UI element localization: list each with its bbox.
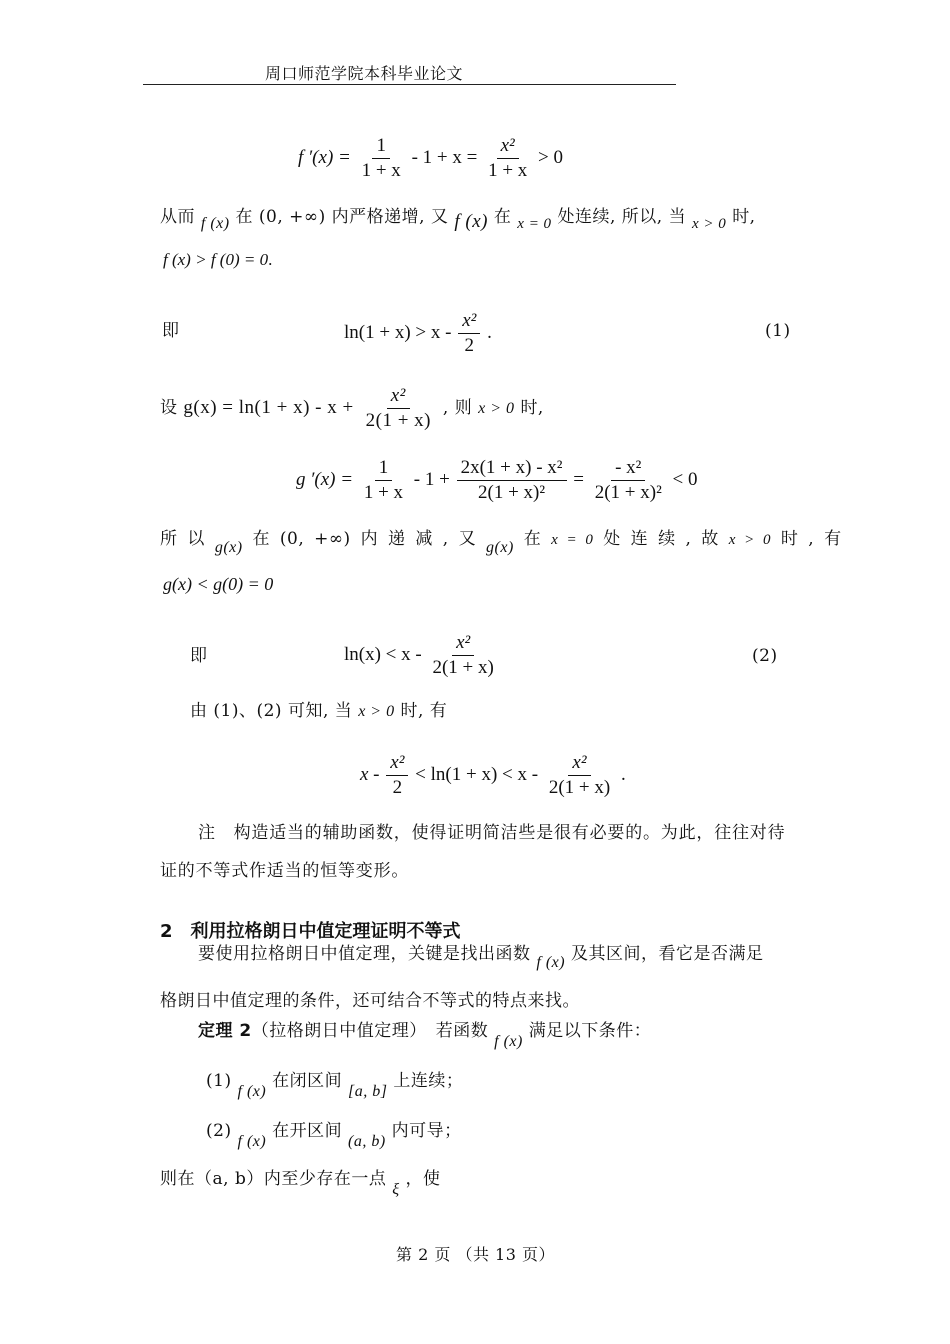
page-header-title: 周口师范学院本科毕业论文	[265, 64, 464, 83]
section-paragraph-1: 要使用拉格朗日中值定理，关键是找出函数 f (x) 及其区间，看它是否满足	[198, 944, 764, 971]
note-line-1: 注 构造适当的辅助函数，使得证明简洁些是很有必要的。为此，往往对待	[198, 823, 786, 843]
inequality-g-negative: g(x) < g(0) = 0	[163, 574, 274, 594]
theorem-conclusion: 则在（a, b）内至少存在一点 ξ ，使	[160, 1169, 441, 1198]
eq2-lead: 即	[190, 646, 208, 666]
paragraph-decreasing: 所 以 g(x) 在 (0, +∞) 内 递 减 , 又 g(x) 在 x = 0 处 连 续 , 故 x > 0 时 , 有	[160, 529, 842, 556]
equation-1: ln(1 + x) > x - $\frac{\text{x²}}{2}$ .	[344, 310, 492, 356]
condition-1: (1) f (x) 在闭区间 [a, b] 上连续；	[206, 1071, 464, 1100]
equation-1-tag: (1)	[765, 321, 791, 341]
theorem-statement: 定理 2（拉格朗日中值定理） 若函数 f (x) 满足以下条件：	[198, 1021, 652, 1050]
equation-2: ln(x) < x - $\frac{\text{x²}}{2(1 + x)}$	[344, 632, 494, 678]
section-heading: 2 利用拉格朗日中值定理证明不等式	[160, 921, 461, 942]
paragraph-increasing: 从而 f (x) 在 (0, +∞) 内严格递增, 又 f (x) 在 x = 0 处连续, 所以, 当 x > 0 时,	[160, 207, 756, 232]
equation-2-tag: (2)	[752, 646, 778, 666]
note-line-2: 证的不等式作适当的恒等变形。	[160, 861, 410, 881]
eq1-lead: 即	[162, 321, 180, 341]
equation-combined: x - $\frac{\text{x²}}{2}$ < ln(1 + x) < x - $\frac{\text{x²}}{2(1 + x)}$ .	[360, 752, 626, 798]
inequality-f-positive: f (x) > f (0) = 0.	[163, 250, 273, 269]
condition-2: (2) f (x) 在开区间 (a, b) 内可导；	[206, 1121, 462, 1150]
section-paragraph-1-cont: 格朗日中值定理的条件，还可结合不等式的特点来找。	[160, 991, 580, 1011]
equation-gprime: g ′(x) = $\frac{1}{1 + x}$ - 1 + $\frac{\text{2x(1 + x) - x²}}{\text{2(1 + x)²}}$ = $\frac{\text{- x²}}{\text{2(1 + x)²}}$ < 0	[296, 457, 698, 503]
equation-fprime: f ′(x) = $\frac{1}{1 + x}$ - 1 + x = $\frac{\text{x²}}{1 + x}$ > 0	[298, 135, 564, 181]
page-footer: 第 2 页 （共 13 页）	[396, 1245, 555, 1264]
paragraph-conclusion: 由 (1)、(2) 可知, 当 x > 0 时, 有	[190, 701, 448, 721]
header-rule	[143, 84, 676, 85]
paragraph-define-g: 设 g(x) = ln(1 + x) - x + $\frac{\text{x²}}{2(1 + x)}$ , 则 x > 0 时,	[160, 385, 544, 431]
